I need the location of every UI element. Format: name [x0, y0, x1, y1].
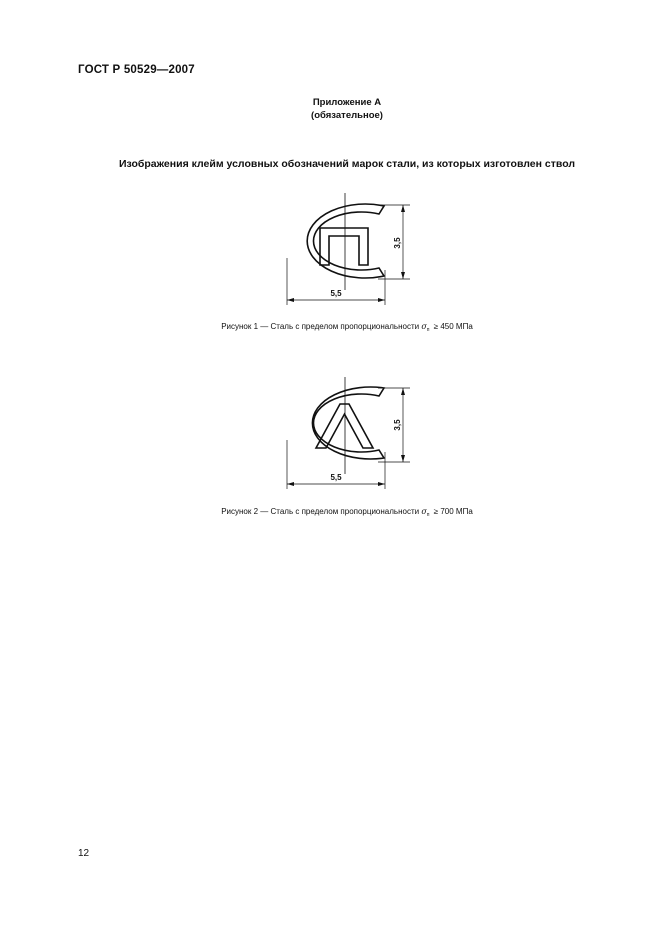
figure-1-symbol-sub: п — [426, 327, 430, 333]
c-with-p-letter-icon — [307, 204, 384, 278]
figure-1-caption-value: ≥ 450 МПа — [433, 322, 473, 331]
figure-1-stamp — [287, 193, 410, 305]
section-heading: Изображения клейм условных обозначений марок стали, из которых изготовлен ствол — [118, 158, 576, 170]
figure-2-height-label: 3,5 — [393, 419, 402, 431]
figure-2-caption-value: ≥ 700 МПа — [433, 507, 473, 516]
figure-1-caption-text: Рисунок 1 — Сталь с пределом пропорциональности — [221, 322, 420, 331]
figure-2-symbol: σ — [421, 507, 427, 516]
figure-2-caption — [0, 507, 661, 518]
document-code: ГОСТ Р 50529—2007 — [78, 64, 195, 76]
figure-1-symbol: σ — [421, 322, 427, 331]
figure-2-stamp — [287, 377, 410, 489]
figure-2-width-label: 5,5 — [330, 473, 342, 482]
figure-2-symbol-sub: п — [426, 512, 430, 518]
figure-1-width-label: 5,5 — [330, 289, 342, 298]
c-with-lambda-letter-icon — [312, 387, 384, 459]
annex-title: Приложение А — [312, 97, 382, 108]
figure-2-caption-text: Рисунок 2 — Сталь с пределом пропорциональности — [221, 507, 420, 516]
figure-1-caption — [0, 322, 661, 333]
page-number: 12 — [78, 848, 90, 859]
figure-1-height-label: 3,5 — [393, 237, 402, 249]
annex-status: (обязательное) — [311, 110, 383, 121]
